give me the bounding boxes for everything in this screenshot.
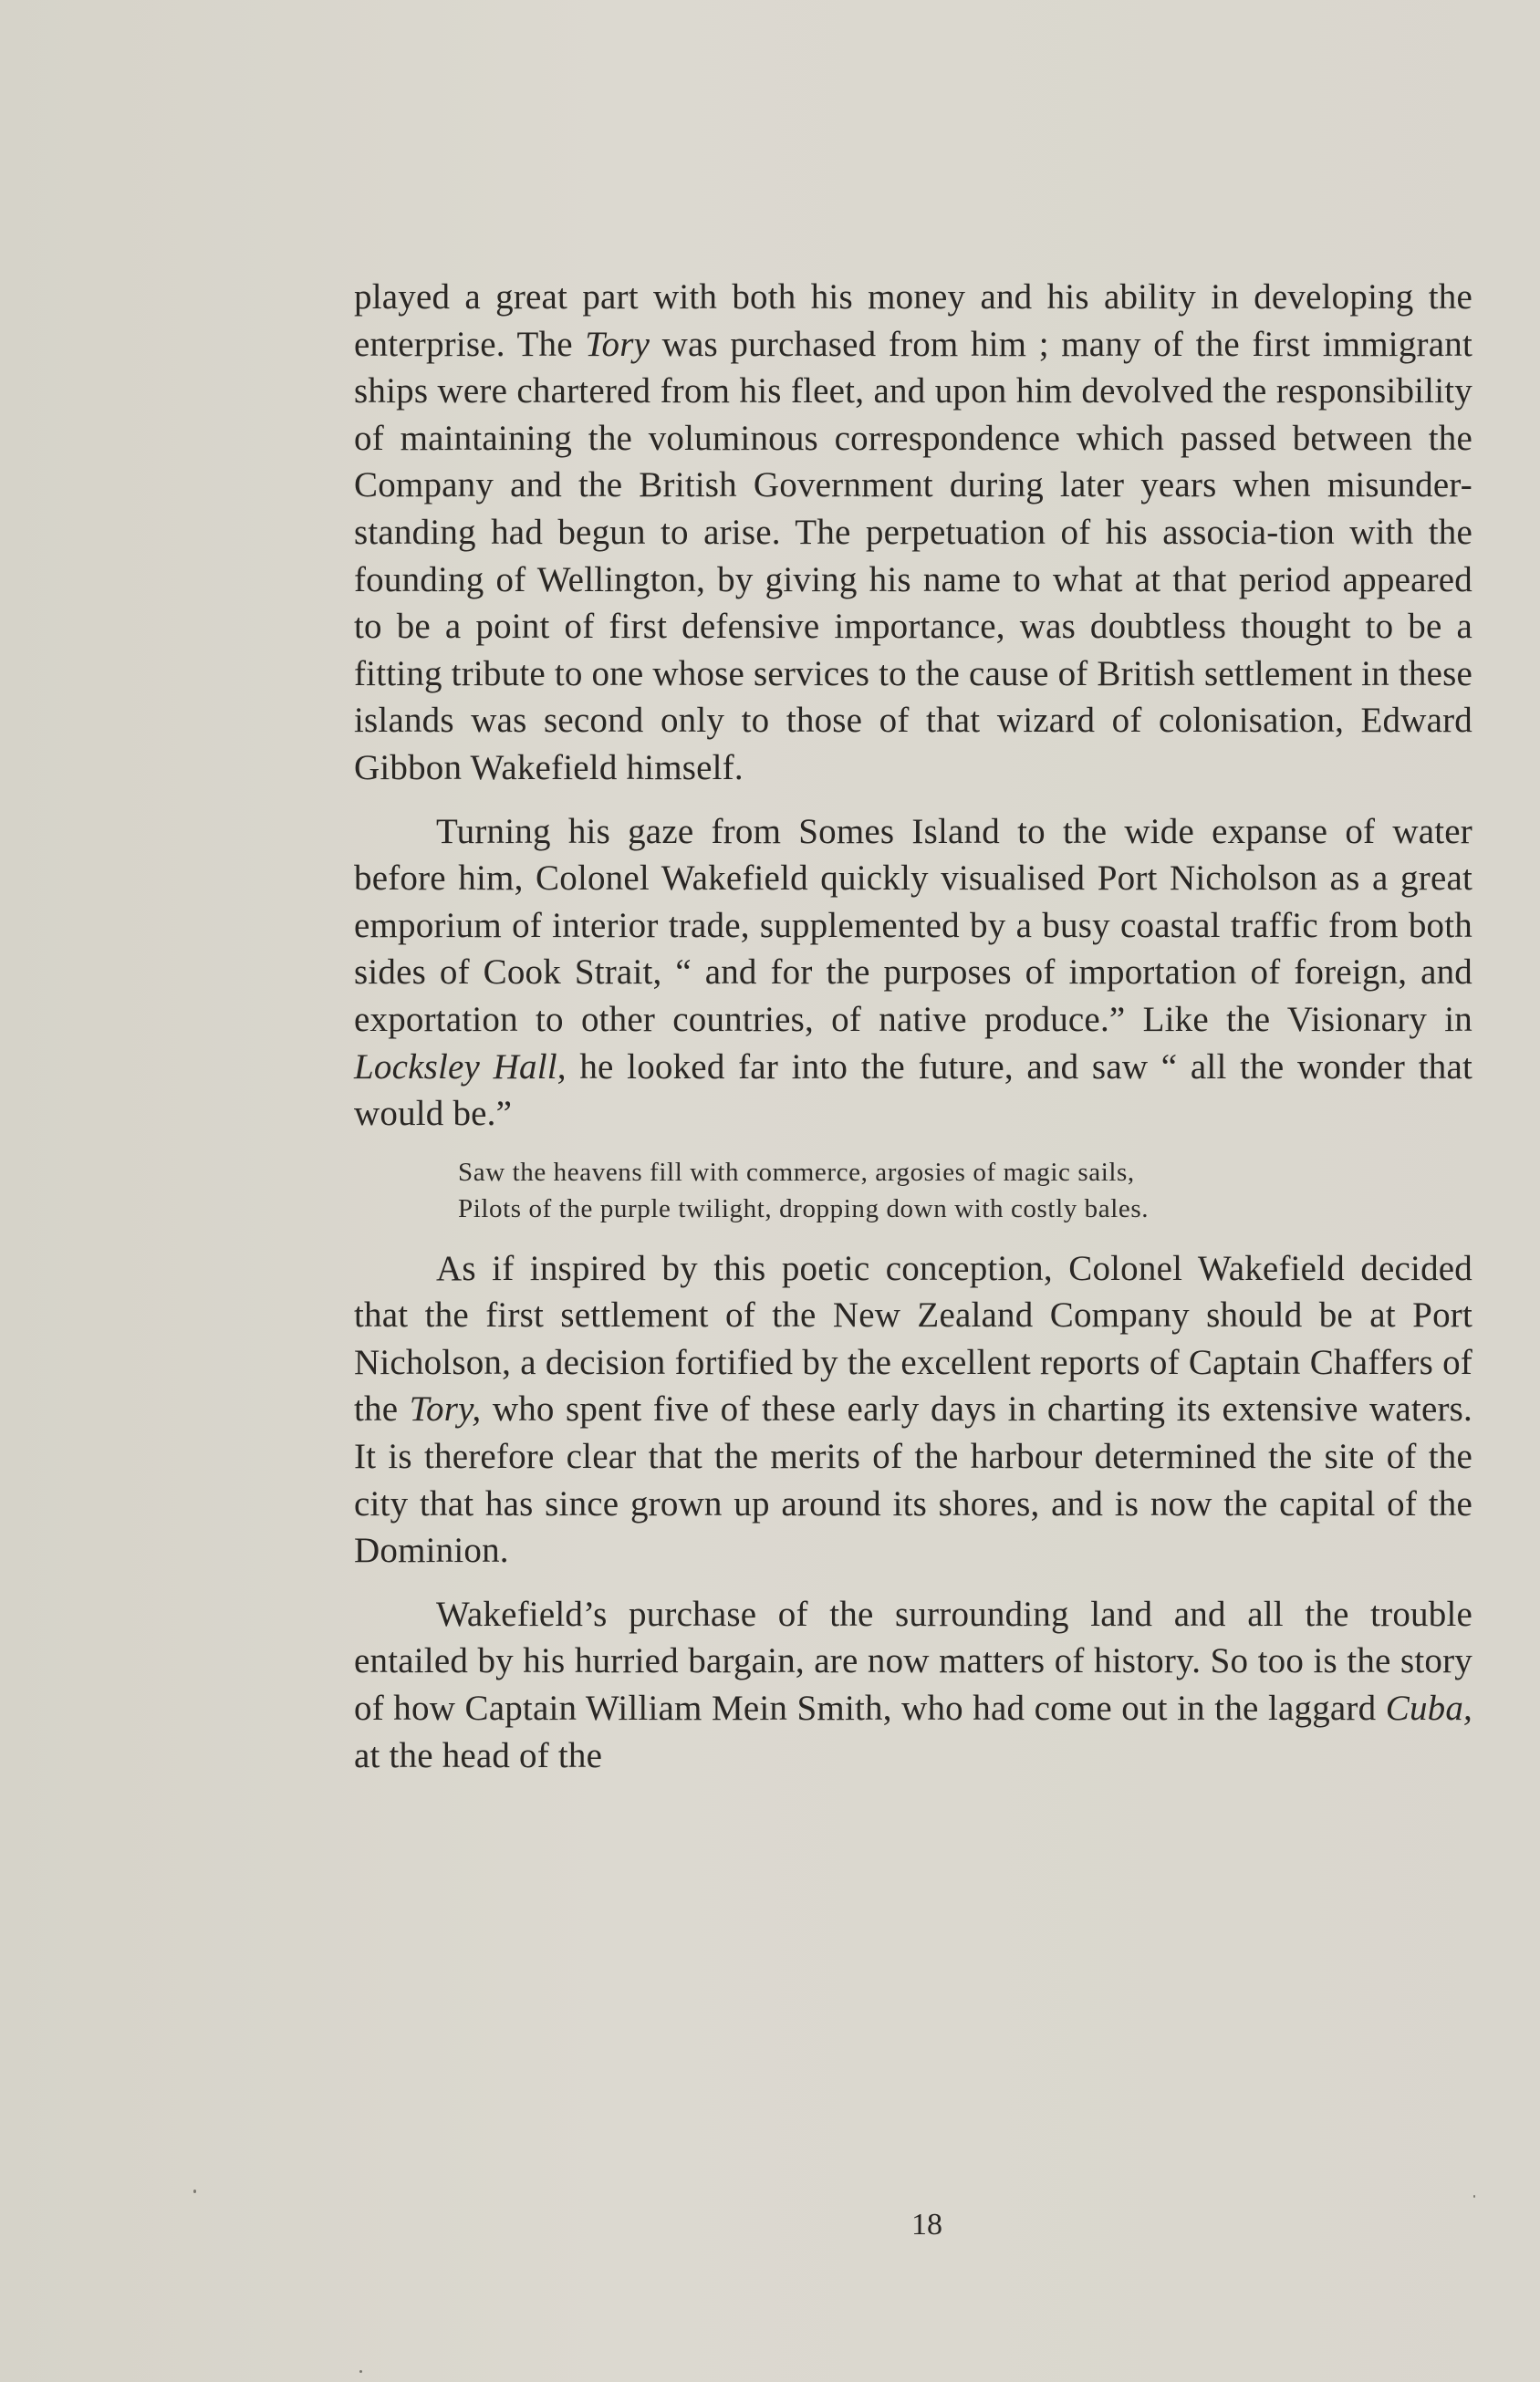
quote-line-1: Saw the heavens fill with commerce, argosies of magic sails, <box>458 1157 1135 1187</box>
paragraph-4-text: Wakefield’s purchase of the surrounding land and all the trouble entailed by his hurried bargain, are now matters of history. So too is the story of how Captain William Mein Smith, who had come out in the laggard <box>354 1594 1472 1729</box>
page-number: 18 <box>911 2208 942 2242</box>
poem-quote <box>458 1154 1472 1227</box>
ship-name-cuba: Cuba, <box>1385 1689 1472 1729</box>
paragraph-3-text-cont: who spent five of these early days in charting its extensive waters. It is therefore clear that the merits of the harbour determined the site of the city that has since grown up around its shores, and is now the capital of the Dominion. <box>354 1389 1472 1571</box>
poem-title-locksley-hall: Locksley Hall, <box>354 1046 567 1087</box>
paragraph-4 <box>354 1591 1472 1779</box>
paper-speck <box>1473 2195 1475 2198</box>
paragraph-3-text: As if inspired by this poetic conception, Colonel Wakefield decided that the first settlement of the New Zealand Company should be at Port Nicholson, a decision fortified by the excellent reports of Captain Chaffers of the <box>354 1248 1472 1430</box>
ship-name-tory: Tory <box>585 324 650 364</box>
paper-speck <box>193 2190 196 2193</box>
ship-name-tory-2: Tory, <box>409 1389 482 1430</box>
body-text <box>354 274 1472 1779</box>
paragraph-1-text: played a great part with both his money and his ability in developing the enterprise. The <box>354 277 1472 364</box>
paper-speck <box>359 2370 362 2373</box>
paragraph-3 <box>354 1245 1472 1575</box>
paragraph-1 <box>354 274 1472 792</box>
quote-line-2: Pilots of the purple twilight, dropping down with costly bales. <box>458 1193 1150 1223</box>
paragraph-2 <box>354 808 1472 1138</box>
paragraph-2-text-cont: he looked far into the future, and saw “ all the wonder that would be.” <box>354 1046 1472 1134</box>
paragraph-4-text-cont: at the head of the <box>354 1735 603 1775</box>
paragraph-2-text: Turning his gaze from Somes Island to the wide expanse of water before him, Colonel Wakefield quickly visualised Port Nicholson as a great emporium of interior trade, supplemented by a busy coastal traffic from both sides of Cook Strait, “ and for the purposes of importation of foreign, and exportation to other countries, of native produce.” Like the Visionary in <box>354 811 1472 1039</box>
paragraph-1-text-cont: was purchased from him ; many of the first immigrant ships were chartered from his fleet, and upon him devolved the responsibility of maintaining the voluminous correspondence which passed between the Company and the British Government during later years when misunder-standing had begun to arise. The perpetuation of his associa-tion with the founding of Wellington, by giving his name to what at that period appeared to be a point of first defensive importance, was doubtless thought to be a fitting tribute to one whose services to the cause of British settlement in these islands was second only to those of that wizard of colonisation, Edward Gibbon Wakefield himself. <box>354 324 1472 787</box>
